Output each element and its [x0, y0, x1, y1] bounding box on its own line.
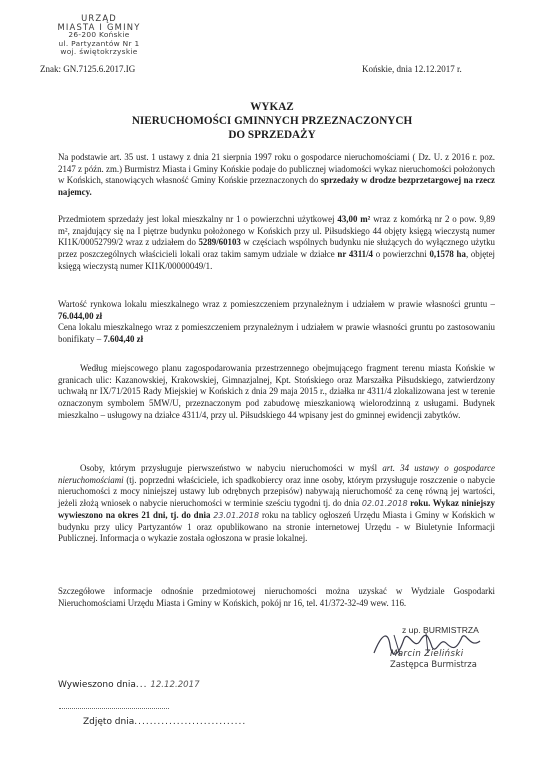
p2-text-e: w częściach wspólnych budynku nie służących do wyłącznego użytku przez poszczególnych właścicieli lokali oraz takim samym udziale w działce — [58, 237, 495, 260]
p5-law-reference: art. 34 ustawy o gospodarce nieruchomościami — [58, 463, 495, 485]
p1-text: Na podstawie art. 35 ust. 1 ustawy z dnia 21 sierpnia 1997 roku o gospodarce nieruchomościami ( Dz. U. z 2016 r. poz. 2147 z późn. zm.) Burmistrz Miasta i Gminy Końskie podaje do publicznej wiadomości wykaz nieruchomości położonych w Końskich, stanowiących własność Gminy Końskie przeznaczonych do — [58, 152, 495, 186]
signature-authority: z up. BURMISTRZA — [402, 625, 479, 635]
removed-date-line: Zdjęto dnia............................. — [83, 717, 247, 727]
p5-text-e: roku na tablicy ogłoszeń Urzędu Miasta i Gminy w Końskich w budynku przy ulicy Partyzantów 1 oraz opublikowano na stronie internetowej Urzędu - w Biuletynie Informacji Publicznej. Informacja o wykazie została ogłoszona w prasie lokalnej. — [58, 509, 495, 544]
p2-text-g: o powierzchni — [373, 249, 430, 260]
paragraph-subject — [58, 214, 495, 273]
handwritten-signature-icon — [370, 627, 490, 661]
p5-text-d: roku. Wykaz niniejszy wywieszono na okres 21 dni, tj. do dnia — [58, 498, 495, 520]
removed-label: Zdjęto dnia — [83, 717, 135, 727]
title-line-2: NIERUCHOMOŚCI GMINNYCH PRZEZNACZONYCH — [131, 115, 413, 127]
price-after-discount: 7.604,40 zł — [103, 334, 144, 345]
office-stamp — [40, 14, 158, 57]
posted-date-handwritten: 12.12.2017 — [150, 680, 200, 690]
posted-date-line: Wywieszono dnia... 12.12.2017 — [58, 680, 200, 690]
signatory-name: Marcin Zieliński — [390, 649, 464, 659]
reference-number: Znak: GN.7125.6.2017.IG — [40, 64, 136, 74]
paragraph-legal-basis — [58, 152, 495, 199]
signatory-role: Zastępca Burmistrza — [390, 659, 477, 669]
p3-text-c: Cena lokalu mieszkalnego wraz z pomieszczeniem przynależnym i udziałem w prawie własności gruntu po zastosowaniu bonifikaty – — [58, 322, 495, 345]
p2-share: 5289/60103 — [198, 237, 241, 248]
place-and-date: Końskie, dnia 12.12.2017 r. — [362, 64, 462, 74]
stamp-line-1: URZĄD — [81, 13, 117, 23]
p2-text-i: , objętej księgą wieczystą numer KI1K/00000049/1. — [58, 249, 496, 271]
p2-text-a: Przedmiotem sprzedaży jest lokal mieszkalny nr 1 o powierzchni użytkowej — [58, 214, 338, 224]
paragraph-value — [58, 299, 495, 346]
posted-label: Wywieszono dnia — [58, 680, 136, 690]
p5-text-c: (tj. poprzedni właściciele, ich spadkobiercy oraz inne osoby, którym przysługuje roszczenie o nabycie nieruchomości z mocy niniejszej ustawy lub odrębnych przepisów) nabywają nieruchomość za cenę równą jej wartości, jeżeli złożą wniosek o nabycie nieruchomości w terminie sześciu tygodni tj. do dnia — [58, 474, 495, 509]
p2-text-c: wraz z komórką nr 2 o pow. 9,89 m², znajdujący się na I piętrze budynku położonego w Końskich przy ul. Piłsudskiego 44 objęty księgą wieczystą numer KI1K/00052799/2 wraz z udziałem do — [58, 214, 496, 248]
p2-plot-number: nr 4311/4 — [337, 249, 373, 260]
p3-text-a: Wartość rynkowa lokalu mieszkalnego wraz z pomieszczeniem przynależnym i udziałem w prawie własności gruntu – — [58, 299, 495, 309]
title-line-3: DO SPRZEDAŻY — [228, 129, 316, 141]
stamp-line-4: ul. Partyzantów Nr 1 — [58, 38, 140, 48]
handwritten-date-2: 23.01.2018 — [213, 510, 260, 520]
stamp-line-2: MIASTA I GMINY — [57, 21, 141, 32]
signature-block — [340, 625, 515, 669]
paragraph-zoning-plan: Według miejscowego planu zagospodarowania przestrzennego obejmującego fragment terenu miasta Końskie w granicach ulic: Kazanowskiej, Krakowskiej, Gimnazjalnej, Kpt. Stońskiego oraz Marszałka Piłsudskiego, zatwierdzony uchwałą nr IX/71/2015 Rady Miejskiej w Końskich z dnia 29 maja 2015 r., działka nr 4311/4 zlokalizowana jest w terenie oznaczonym symbolem 5MW/U, przeznaczonym pod zabudowę mieszkaniową wielorodzinną z usługami. Budynek mieszkalno – usługowy na działce 4311/4, przy ul. Piłsudskiego 44 wpisany jest do gminnej ewidencji zabytków. — [58, 363, 495, 420]
p2-area: 43,00 m² — [337, 214, 371, 224]
handwritten-date-1: 02.01.2018 — [361, 499, 408, 509]
stamp-line-3: 26-200 Końskie — [68, 30, 130, 40]
paragraph-contact-info: Szczegółowe informacje odnośnie przedmiotowej nieruchomości można uzyskać w Wydziale Gospodarki Nieruchomościami Urzędu Miasta i Gminy w Końskich, pokój nr 16, tel. 41/372-32-49 wew. 116. — [58, 586, 495, 608]
market-value: 76.044,00 zł — [58, 310, 103, 321]
p2-plot-area: 0,1578 ha — [429, 249, 466, 260]
title-line-1: WYKAZ — [250, 101, 294, 113]
posted-date-underline — [59, 698, 169, 709]
p5-text-a: Osoby, którym przysługuje pierwszeństwo w nabyciu nieruchomości w myśl — [80, 463, 383, 473]
paragraph-priority-rights — [58, 463, 495, 545]
p1-bold: sprzedaży w drodze bezprzetargowej na rzecz najemcy. — [58, 175, 496, 198]
stamp-line-5: woj. świętokrzyskie — [60, 47, 138, 57]
